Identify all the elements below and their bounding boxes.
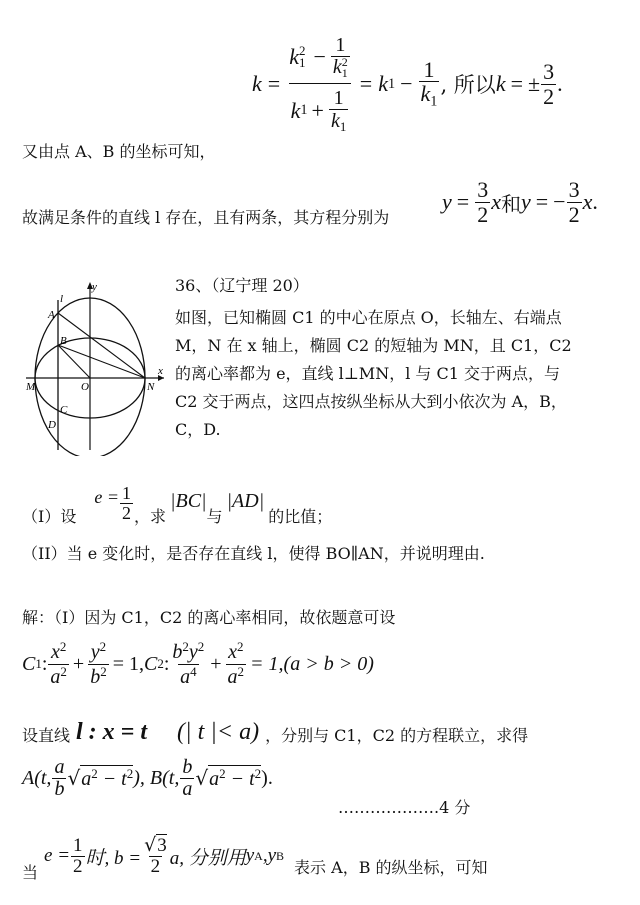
label-N: N xyxy=(147,381,155,393)
problem-number: 36、（辽宁理 20） xyxy=(175,276,309,295)
coords-line: 又由点 A、B 的坐标可知， xyxy=(22,142,216,161)
part-two: （II）当 e 变化时，是否存在直线 l，使得 BO∥AN，并说明理由. xyxy=(22,544,485,563)
problem-line: 如图，已知椭圆 C1 的中心在原点 O，长轴左、右端点 xyxy=(175,308,562,327)
problem-line: M，N 在 x 轴上，椭圆 C2 的短轴为 MN，且 C1，C2 xyxy=(175,336,572,355)
line-setup: 设直线 l : x = t (| t |< a) ，分别与 C1，C2 的方程联立，求得 xyxy=(22,719,529,745)
final-line: 当 e = $\frac{1}{2}$ 时, b = $\frac{√3}{2}$ a, 分别用 y A , y B 表示 A，B 的纵坐标，可知 xyxy=(22,833,488,882)
problem-line: 的离心率都为 e，直线 l⊥MN，l 与 C1 交于两点，与 xyxy=(175,364,560,383)
ellipse-equations: C 1 : $\frac{x^2}{a^2}$ + $\frac{y^2}{b^2}$ = 1, C 2 : $\frac{b^2y^2}{a^4}$ + $\frac{x^2}{a^2}$ = 1,(a > b > 0) xyxy=(22,639,374,688)
label-A: A xyxy=(48,309,55,321)
segment-BO xyxy=(58,345,90,378)
label-M: M xyxy=(26,381,36,393)
label-C: C xyxy=(60,404,68,416)
label-x: x xyxy=(158,365,163,377)
label-l: l xyxy=(60,293,64,305)
conclusion-line: 故满足条件的直线 l 存在，且有两条，其方程分别为 xyxy=(22,208,390,227)
formula-k-ratio: k = k 2 1 − 1 k 2 1 k 1 + $\frac{1}{k_1}$ = k 1 − $\frac{1}{k_1}$ , 所以 k = ± $\frac{3}{2}$ . xyxy=(252,33,563,134)
ellipse-figure xyxy=(22,278,170,456)
segment-AN xyxy=(58,313,145,378)
problem-line: C2 交于两点，这四点按纵坐标从大到小依次为 A，B， xyxy=(175,392,567,411)
main-fraction: k 2 1 − 1 k 2 1 k 1 + $\frac{1}{k_1}$ xyxy=(287,35,353,133)
label-B: B xyxy=(60,335,67,347)
label-y: y xyxy=(92,281,97,293)
problem-text xyxy=(175,304,635,444)
part-one: （I）设 e = $\frac{1}{2}$ ，求 |BC| 与 |AD| 的比值； xyxy=(22,482,333,526)
solution-intro: 解：（I）因为 C1，C2 的离心率相同，故依题意可设 xyxy=(22,608,396,627)
conclusion-equations: y = $\frac{3}{2}$ x 和 y = − $\frac{3}{2}$ x . xyxy=(442,177,598,227)
label-D: D xyxy=(48,419,56,431)
label-O: O xyxy=(81,381,89,393)
intersection-points: A(t, $\frac{a}{b}$ √ $a^2 - t^2$ ), B(t, $\frac{b}{a}$ √ $a^2 - t^2$ ). xyxy=(22,755,273,800)
score-mark: ……………….4 分 xyxy=(338,798,471,817)
segment-BN xyxy=(58,345,145,378)
problem-line: C，D. xyxy=(175,420,221,439)
